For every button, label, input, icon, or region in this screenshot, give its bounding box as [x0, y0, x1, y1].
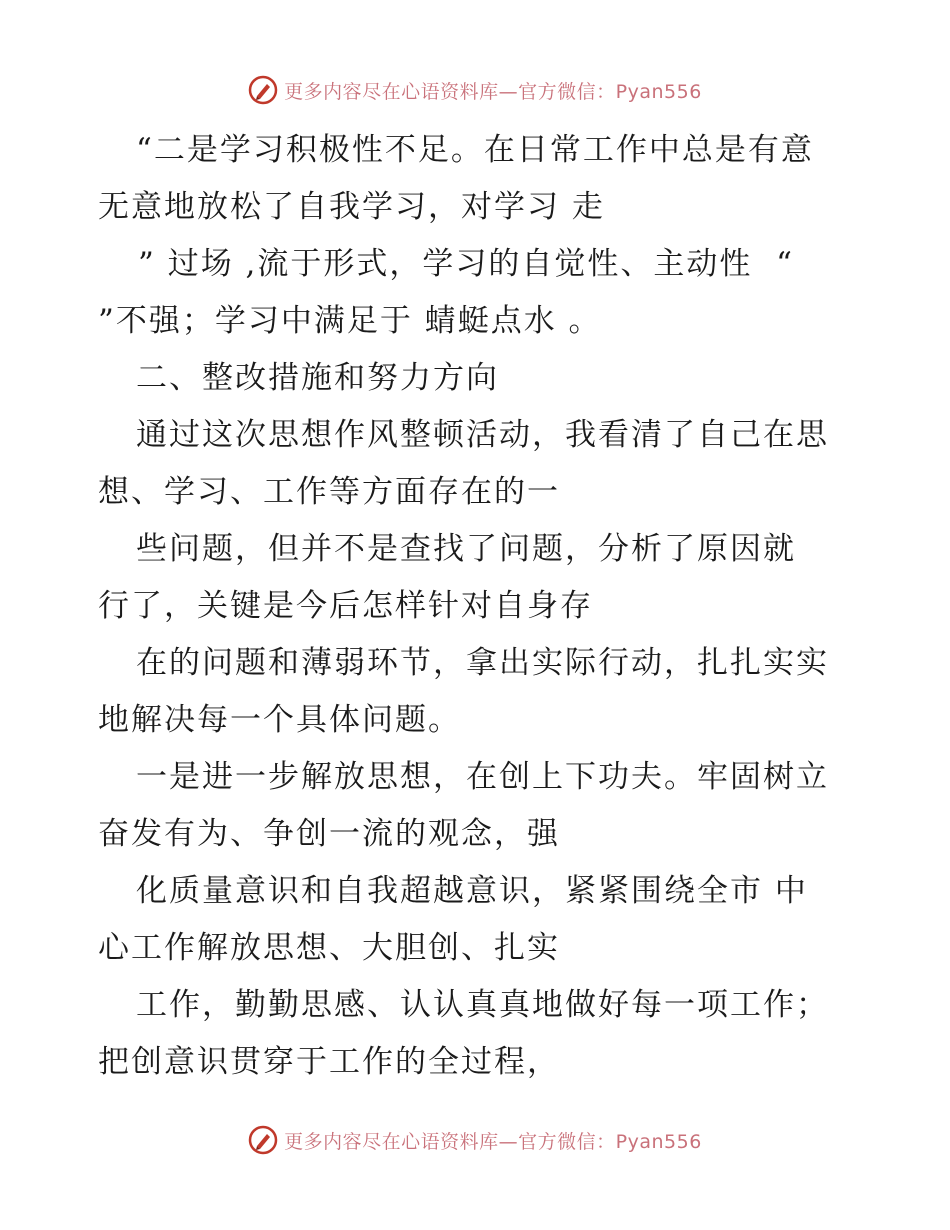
text-line: 奋发有为、争创一流的观念，强 [98, 816, 560, 852]
text-line: 地解决每一个具体问题。 [98, 702, 461, 738]
pen-logo-icon [248, 1125, 278, 1155]
watermark-text: 更多内容尽在心语资料库—官方微信：Pyan556 [284, 80, 702, 103]
text-line: 工作，勤勤思感、认认真真地做好每一项工作； [136, 987, 829, 1023]
pen-logo-icon [248, 75, 278, 105]
document-body [98, 122, 868, 1091]
text-line: 心工作解放思想、大胆创、扎实 [98, 930, 560, 966]
footer-watermark [0, 1120, 950, 1160]
text-line: ”不强；学习中满足于 蜻蜓点水 。 [98, 303, 602, 339]
text-line: ” 过场 ,流于形式，学习的自觉性、主动性 “ [138, 246, 794, 282]
watermark-text: 更多内容尽在心语资料库—官方微信：Pyan556 [284, 1130, 702, 1153]
text-line: 通过这次思想作风整顿活动，我看清了自己在思 [136, 417, 829, 453]
text-line: 行了，关键是今后怎样针对自身存 [98, 588, 593, 624]
text-line: 无意地放松了自我学习，对学习 走 [98, 189, 605, 225]
text-line: 化质量意识和自我超越意识，紧紧围绕全市 中 [136, 873, 808, 909]
text-line: 些问题，但并不是查找了问题，分析了原因就 [136, 531, 796, 567]
header-watermark [0, 70, 950, 110]
text-line: 想、学习、工作等方面存在的一 [98, 474, 560, 510]
text-line: 把创意识贯穿于工作的全过程， [98, 1044, 560, 1080]
text-line: “二是学习积极性不足。在日常工作中总是有意 [136, 132, 814, 168]
section-heading: 二、整改措施和努力方向 [136, 360, 499, 396]
text-line: 一是进一步解放思想，在创上下功夫。牢固树立 [136, 759, 829, 795]
text-line: 在的问题和薄弱环节，拿出实际行动，扎扎实实 [136, 645, 829, 681]
